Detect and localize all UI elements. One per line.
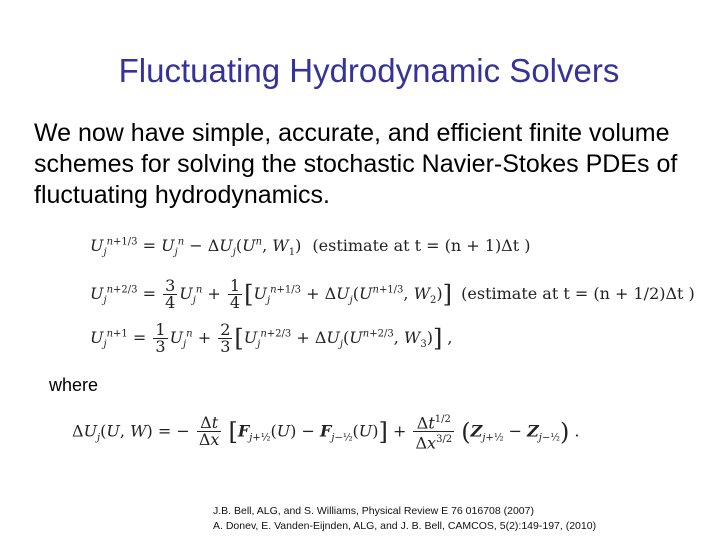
- slide-title: Fluctuating Hydrodynamic Solvers: [118, 52, 620, 89]
- equation-stage-3: $U_j^{n+1}$ = $\frac{1}{3}$ $U_j^n$ + $\frac{2}{3}$ [$U_j^{n+2/3} + \Delta U_j(U^{n+2/3}$, $W_3$)] ,: [90, 320, 453, 356]
- intro-paragraph: We now have simple, accurate, and efficient finite volume schemes for solving the stochastic Navier-Stokes PDEs of fluctuating hydrodynamics.: [34, 119, 678, 209]
- equation-stage-1: $U_j^{n+1/3} = U_j^n - \Delta U_j(U^n$, $W_1$) (estimate at t = (n + 1)Δt ): [90, 236, 531, 259]
- where-label: where: [49, 375, 99, 395]
- references: [213, 504, 596, 534]
- reference-item: A. Donev, E. Vanden-Eijnden, ALG, and J. B. Bell, CAMCOS, 5(2):149-197, (2010): [213, 520, 597, 532]
- equation-stage-2-note: (estimate at t = (n + 1/2)Δt ): [461, 284, 695, 303]
- equation-stage-2: $U_j^{n+2/3}$ = $\frac{3}{4}$ $U_j^n$ + $\frac{1}{4}$ [$U_j^{n+1/3} + \Delta U_j(U^{n+1/3}$, $W_2$)] (estimate at t = (n + 1/2)Δt ): [90, 276, 695, 312]
- reference-item: J.B. Bell, ALG, and S. Williams, Physical Review E 76 016708 (2007): [213, 505, 534, 517]
- scheme-equations: [90, 236, 695, 361]
- flux-equation: $\Delta U_j(U$, W) = − $\frac{\Delta t}{\Delta x}$ $[F_{j+\frac{1}{2}}(U) - F_{j-\frac{1}{2}}(U)]$ + $\frac{\Delta t^{1/2}}{\Delta x^{3/2}}$ $(Z_{j+\frac{1}{2}} - Z_{j-\frac{1}{2}})$ .: [72, 413, 580, 453]
- equation-stage-1-note: (estimate at t = (n + 1)Δt ): [312, 236, 531, 255]
